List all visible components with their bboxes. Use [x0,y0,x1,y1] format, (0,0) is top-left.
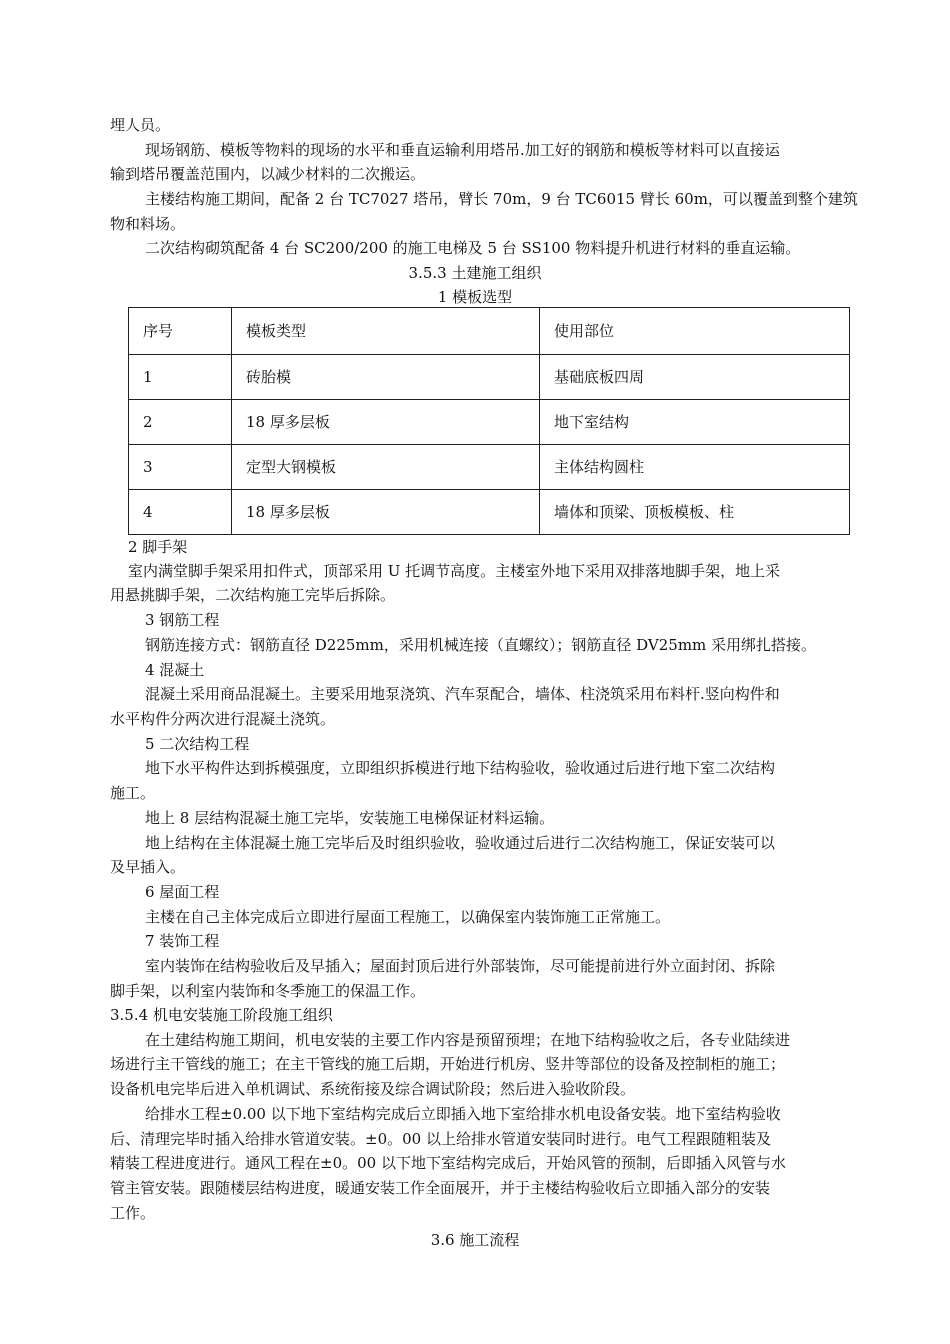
text-line: 水平构件分两次进行混凝土浇筑。 [110,710,336,728]
text-line: 场进行主干管线的施工；在主干管线的施工后期，开始进行机房、竖井等部位的设备及控制柜的施工； [110,1055,786,1073]
header-cell: 序号 [129,308,232,355]
subsection-heading: 3 钢筋工程 [145,611,220,629]
text-line: 室内满堂脚手架采用扣件式，顶部采用 U 托调节高度。主楼室外地下采用双排落地脚手架，地上采 [128,562,781,580]
section-heading: 3.5.4 机电安装施工阶段施工组织 [110,1006,333,1024]
subsection-heading: 6 屋面工程 [145,883,220,901]
section-heading: 3.5.3 土建施工组织 [408,264,542,282]
text-line: 物和料场。 [110,215,186,233]
table-cell: 18 厚多层板 [232,400,540,445]
subsection-heading: 7 装饰工程 [145,932,220,950]
table-cell: 1 [129,355,232,400]
table-row [129,490,850,535]
text-line: 后、清理完毕时插入给排水管道安装。±0。00 以上给排水管道安装同时进行。电气工程跟随粗装及 [110,1130,771,1148]
text-line: 地上 8 层结构混凝土施工完毕，安装施工电梯保证材料运输。 [145,809,555,827]
text-line: 地下水平构件达到拆模强度，立即组织拆模进行地下结构验收，验收通过后进行地下室二次结构 [145,759,776,777]
text-line: 室内装饰在结构验收后及早插入；屋面封顶后进行外部装饰，尽可能提前进行外立面封闭、拆除 [145,957,776,975]
text-line: 混凝土采用商品混凝土。主要采用地泵浇筑、汽车泵配合，墙体、柱浇筑采用布料杆.竖向构件和 [145,685,780,703]
table-cell: 墙体和顶梁、顶板模板、柱 [540,490,850,535]
subsection-heading: 2 脚手架 [128,538,188,556]
text-line: 管主管安装。跟随楼层结构进度，暖通安装工作全面展开，并于主楼结构验收后立即插入部分的安装 [110,1179,771,1197]
text-line: 脚手架，以利室内装饰和冬季施工的保温工作。 [110,982,426,1000]
subsection-heading: 5 二次结构工程 [145,735,250,753]
text-line: 现场钢筋、模板等物料的现场的水平和垂直运输利用塔吊.加工好的钢筋和模板等材料可以直接运 [145,141,780,159]
table-cell: 定型大钢模板 [232,445,540,490]
text-line: 地上结构在主体混凝土施工完毕后及时组织验收，验收通过后进行二次结构施工，保证安装可以 [145,834,776,852]
table-header-row [129,308,850,355]
subsection-heading: 4 混凝土 [145,661,205,679]
text-line: 二次结构砌筑配备 4 台 SC200/200 的施工电梯及 5 台 SS100 物料提升机进行材料的垂直运输。 [145,239,801,257]
table-cell: 基础底板四周 [540,355,850,400]
table-cell: 3 [129,445,232,490]
text-line: 给排水工程±0.00 以下地下室结构完成后立即插入地下室给排水机电设备安装。地下室结构验收 [145,1105,781,1123]
header-cell: 模板类型 [232,308,540,355]
section-heading: 3.6 施工流程 [430,1231,520,1249]
text-line: 在土建结构施工期间，机电安装的主要工作内容是预留预埋；在地下结构验收之后，各专业陆续进 [145,1031,791,1049]
text-line: 埋人员。 [110,116,171,134]
header-cell: 使用部位 [540,308,850,355]
formwork-table [128,307,850,535]
table-row [129,355,850,400]
table-row [129,400,850,445]
table-cell: 18 厚多层板 [232,490,540,535]
table-caption: 1 模板选型 [437,288,513,306]
table-cell: 主体结构圆柱 [540,445,850,490]
table-cell: 砖胎模 [232,355,540,400]
text-line: 用悬挑脚手架，二次结构施工完毕后拆除。 [110,586,396,604]
text-line: 施工。 [110,784,156,802]
text-line: 主楼结构施工期间，配备 2 台 TC7027 塔吊，臂长 70m，9 台 TC6015 臂长 60m，可以覆盖到整个建筑 [145,190,858,208]
text-line: 输到塔吊覆盖范围内，以减少材料的二次搬运。 [110,165,426,183]
table-cell: 2 [129,400,232,445]
table-cell: 4 [129,490,232,535]
text-line: 主楼在自己主体完成后立即进行屋面工程施工，以确保室内装饰施工正常施工。 [145,908,671,926]
text-line: 设备机电完毕后进入单机调试、系统衔接及综合调试阶段；然后进入验收阶段。 [110,1080,636,1098]
text-line: 工作。 [110,1204,156,1222]
table-row [129,445,850,490]
text-line: 钢筋连接方式：钢筋直径 D225mm，采用机械连接（直螺纹）；钢筋直径 DV25mm 采用绑扎搭接。 [145,636,817,654]
text-line: 及早插入。 [110,858,186,876]
text-line: 精装工程进度进行。通风工程在±0。00 以下地下室结构完成后，开始风管的预制，后即插入风管与水 [110,1154,786,1172]
table-cell: 地下室结构 [540,400,850,445]
